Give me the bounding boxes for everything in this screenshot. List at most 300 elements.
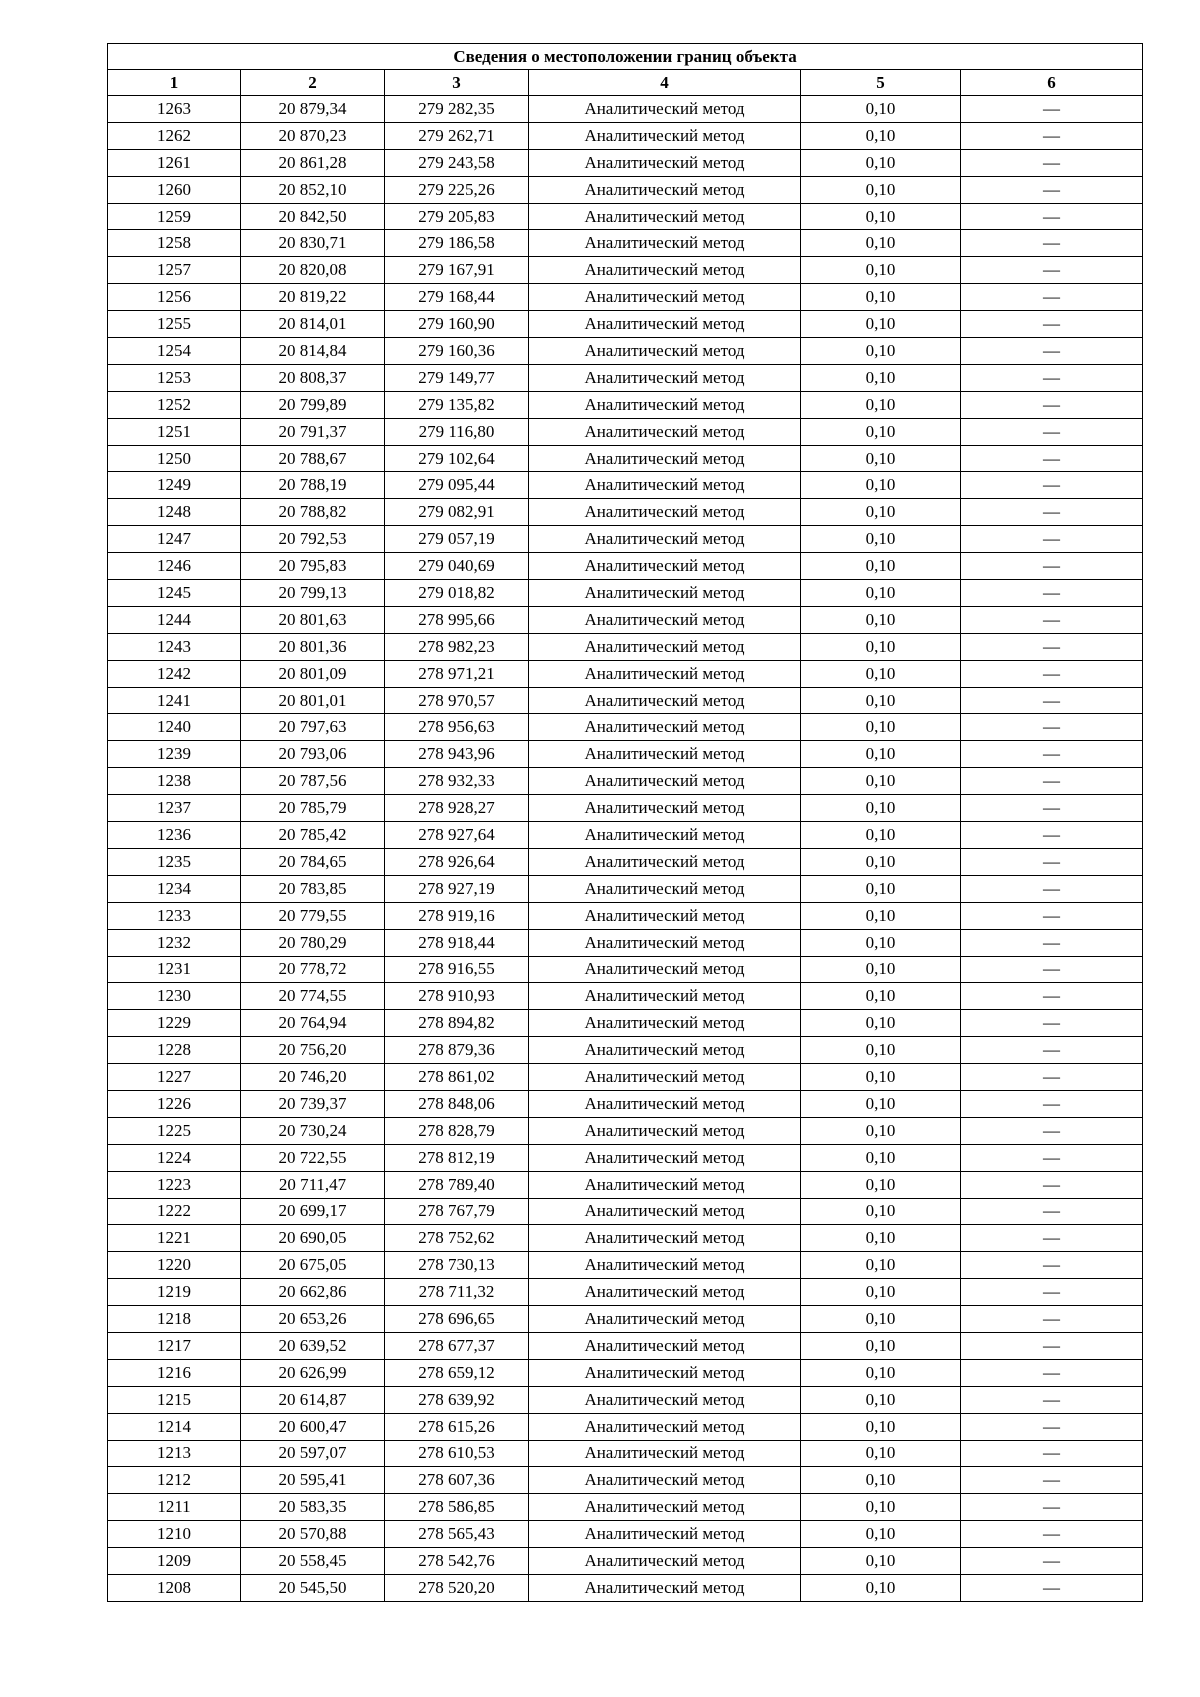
x-coordinate-cell: 20 788,67 — [241, 445, 385, 472]
table-row — [108, 580, 1143, 607]
accuracy-cell: 0,10 — [801, 1171, 961, 1198]
y-coordinate-cell: 278 677,37 — [385, 1332, 529, 1359]
accuracy-cell: 0,10 — [801, 1521, 961, 1548]
description-cell: — — [961, 822, 1143, 849]
x-coordinate-cell: 20 595,41 — [241, 1467, 385, 1494]
description-cell: — — [961, 795, 1143, 822]
y-coordinate-cell: 279 057,19 — [385, 526, 529, 553]
description-cell: — — [961, 1306, 1143, 1333]
x-coordinate-cell: 20 570,88 — [241, 1521, 385, 1548]
description-cell: — — [961, 956, 1143, 983]
description-cell: — — [961, 311, 1143, 338]
column-header-1: 1 — [108, 70, 241, 96]
point-number-cell: 1236 — [108, 822, 241, 849]
method-cell: Аналитический метод — [529, 1198, 801, 1225]
method-cell: Аналитический метод — [529, 1171, 801, 1198]
accuracy-cell: 0,10 — [801, 929, 961, 956]
x-coordinate-cell: 20 779,55 — [241, 902, 385, 929]
accuracy-cell: 0,10 — [801, 1359, 961, 1386]
accuracy-cell: 0,10 — [801, 875, 961, 902]
point-number-cell: 1210 — [108, 1521, 241, 1548]
table-row — [108, 768, 1143, 795]
y-coordinate-cell: 278 982,23 — [385, 633, 529, 660]
table-row — [108, 606, 1143, 633]
description-cell: — — [961, 580, 1143, 607]
y-coordinate-cell: 278 615,26 — [385, 1413, 529, 1440]
accuracy-cell: 0,10 — [801, 795, 961, 822]
description-cell: — — [961, 1010, 1143, 1037]
point-number-cell: 1212 — [108, 1467, 241, 1494]
description-cell: — — [961, 96, 1143, 123]
accuracy-cell: 0,10 — [801, 1225, 961, 1252]
description-cell: — — [961, 848, 1143, 875]
x-coordinate-cell: 20 842,50 — [241, 203, 385, 230]
method-cell: Аналитический метод — [529, 1279, 801, 1306]
method-cell: Аналитический метод — [529, 875, 801, 902]
table-row — [108, 1064, 1143, 1091]
x-coordinate-cell: 20 797,63 — [241, 714, 385, 741]
x-coordinate-cell: 20 788,82 — [241, 499, 385, 526]
table-row — [108, 553, 1143, 580]
method-cell: Аналитический метод — [529, 149, 801, 176]
description-cell: — — [961, 445, 1143, 472]
y-coordinate-cell: 278 828,79 — [385, 1117, 529, 1144]
table-row — [108, 391, 1143, 418]
method-cell: Аналитический метод — [529, 1064, 801, 1091]
point-number-cell: 1228 — [108, 1037, 241, 1064]
point-number-cell: 1253 — [108, 364, 241, 391]
x-coordinate-cell: 20 558,45 — [241, 1548, 385, 1575]
method-cell: Аналитический метод — [529, 1010, 801, 1037]
accuracy-cell: 0,10 — [801, 983, 961, 1010]
table-row — [108, 875, 1143, 902]
y-coordinate-cell: 279 135,82 — [385, 391, 529, 418]
accuracy-cell: 0,10 — [801, 822, 961, 849]
point-number-cell: 1251 — [108, 418, 241, 445]
point-number-cell: 1227 — [108, 1064, 241, 1091]
y-coordinate-cell: 278 879,36 — [385, 1037, 529, 1064]
table-row — [108, 687, 1143, 714]
point-number-cell: 1261 — [108, 149, 241, 176]
description-cell: — — [961, 768, 1143, 795]
y-coordinate-cell: 279 116,80 — [385, 418, 529, 445]
point-number-cell: 1220 — [108, 1252, 241, 1279]
accuracy-cell: 0,10 — [801, 580, 961, 607]
x-coordinate-cell: 20 639,52 — [241, 1332, 385, 1359]
point-number-cell: 1244 — [108, 606, 241, 633]
point-number-cell: 1237 — [108, 795, 241, 822]
y-coordinate-cell: 278 659,12 — [385, 1359, 529, 1386]
x-coordinate-cell: 20 756,20 — [241, 1037, 385, 1064]
table-row — [108, 714, 1143, 741]
method-cell: Аналитический метод — [529, 1332, 801, 1359]
x-coordinate-cell: 20 722,55 — [241, 1144, 385, 1171]
x-coordinate-cell: 20 799,13 — [241, 580, 385, 607]
accuracy-cell: 0,10 — [801, 364, 961, 391]
x-coordinate-cell: 20 879,34 — [241, 96, 385, 123]
accuracy-cell: 0,10 — [801, 1198, 961, 1225]
method-cell: Аналитический метод — [529, 122, 801, 149]
table-row — [108, 929, 1143, 956]
table-row — [108, 1386, 1143, 1413]
method-cell: Аналитический метод — [529, 1494, 801, 1521]
accuracy-cell: 0,10 — [801, 1413, 961, 1440]
method-cell: Аналитический метод — [529, 1117, 801, 1144]
description-cell: — — [961, 606, 1143, 633]
table-row — [108, 1548, 1143, 1575]
accuracy-cell: 0,10 — [801, 687, 961, 714]
description-cell: — — [961, 1467, 1143, 1494]
column-header-row — [108, 70, 1143, 96]
method-cell: Аналитический метод — [529, 311, 801, 338]
x-coordinate-cell: 20 711,47 — [241, 1171, 385, 1198]
point-number-cell: 1211 — [108, 1494, 241, 1521]
point-number-cell: 1217 — [108, 1332, 241, 1359]
method-cell: Аналитический метод — [529, 418, 801, 445]
y-coordinate-cell: 279 095,44 — [385, 472, 529, 499]
description-cell: — — [961, 1574, 1143, 1601]
table-row — [108, 230, 1143, 257]
method-cell: Аналитический метод — [529, 956, 801, 983]
description-cell: — — [961, 1144, 1143, 1171]
point-number-cell: 1222 — [108, 1198, 241, 1225]
table-row — [108, 795, 1143, 822]
description-cell: — — [961, 553, 1143, 580]
point-number-cell: 1241 — [108, 687, 241, 714]
x-coordinate-cell: 20 675,05 — [241, 1252, 385, 1279]
y-coordinate-cell: 279 262,71 — [385, 122, 529, 149]
x-coordinate-cell: 20 662,86 — [241, 1279, 385, 1306]
method-cell: Аналитический метод — [529, 553, 801, 580]
method-cell: Аналитический метод — [529, 714, 801, 741]
accuracy-cell: 0,10 — [801, 122, 961, 149]
accuracy-cell: 0,10 — [801, 445, 961, 472]
y-coordinate-cell: 278 730,13 — [385, 1252, 529, 1279]
accuracy-cell: 0,10 — [801, 526, 961, 553]
y-coordinate-cell: 278 520,20 — [385, 1574, 529, 1601]
accuracy-cell: 0,10 — [801, 1574, 961, 1601]
accuracy-cell: 0,10 — [801, 176, 961, 203]
accuracy-cell: 0,10 — [801, 391, 961, 418]
method-cell: Аналитический метод — [529, 983, 801, 1010]
table-row — [108, 1332, 1143, 1359]
accuracy-cell: 0,10 — [801, 1279, 961, 1306]
description-cell: — — [961, 1117, 1143, 1144]
accuracy-cell: 0,10 — [801, 1386, 961, 1413]
method-cell: Аналитический метод — [529, 96, 801, 123]
x-coordinate-cell: 20 787,56 — [241, 768, 385, 795]
x-coordinate-cell: 20 801,36 — [241, 633, 385, 660]
x-coordinate-cell: 20 830,71 — [241, 230, 385, 257]
description-cell: — — [961, 929, 1143, 956]
column-header-2: 2 — [241, 70, 385, 96]
description-cell: — — [961, 1279, 1143, 1306]
description-cell: — — [961, 499, 1143, 526]
y-coordinate-cell: 278 586,85 — [385, 1494, 529, 1521]
method-cell: Аналитический метод — [529, 902, 801, 929]
x-coordinate-cell: 20 785,42 — [241, 822, 385, 849]
title-row — [108, 44, 1143, 70]
description-cell: — — [961, 1037, 1143, 1064]
accuracy-cell: 0,10 — [801, 606, 961, 633]
y-coordinate-cell: 279 040,69 — [385, 553, 529, 580]
y-coordinate-cell: 278 789,40 — [385, 1171, 529, 1198]
point-number-cell: 1242 — [108, 660, 241, 687]
x-coordinate-cell: 20 852,10 — [241, 176, 385, 203]
accuracy-cell: 0,10 — [801, 1144, 961, 1171]
accuracy-cell: 0,10 — [801, 1332, 961, 1359]
method-cell: Аналитический метод — [529, 660, 801, 687]
point-number-cell: 1243 — [108, 633, 241, 660]
x-coordinate-cell: 20 739,37 — [241, 1090, 385, 1117]
description-cell: — — [961, 1198, 1143, 1225]
x-coordinate-cell: 20 626,99 — [241, 1359, 385, 1386]
method-cell: Аналитический метод — [529, 822, 801, 849]
y-coordinate-cell: 278 767,79 — [385, 1198, 529, 1225]
y-coordinate-cell: 279 160,90 — [385, 311, 529, 338]
description-cell: — — [961, 1090, 1143, 1117]
description-cell: — — [961, 1252, 1143, 1279]
description-cell: — — [961, 176, 1143, 203]
y-coordinate-cell: 278 812,19 — [385, 1144, 529, 1171]
x-coordinate-cell: 20 801,09 — [241, 660, 385, 687]
description-cell: — — [961, 1494, 1143, 1521]
description-cell: — — [961, 1413, 1143, 1440]
description-cell: — — [961, 122, 1143, 149]
accuracy-cell: 0,10 — [801, 1064, 961, 1091]
point-number-cell: 1216 — [108, 1359, 241, 1386]
x-coordinate-cell: 20 820,08 — [241, 257, 385, 284]
description-cell: — — [961, 1359, 1143, 1386]
point-number-cell: 1240 — [108, 714, 241, 741]
y-coordinate-cell: 278 943,96 — [385, 741, 529, 768]
table-row — [108, 822, 1143, 849]
method-cell: Аналитический метод — [529, 1306, 801, 1333]
point-number-cell: 1262 — [108, 122, 241, 149]
column-header-6: 6 — [961, 70, 1143, 96]
description-cell: — — [961, 1332, 1143, 1359]
table-row — [108, 176, 1143, 203]
y-coordinate-cell: 278 711,32 — [385, 1279, 529, 1306]
table-row — [108, 1117, 1143, 1144]
table-row — [108, 338, 1143, 365]
description-cell: — — [961, 257, 1143, 284]
accuracy-cell: 0,10 — [801, 284, 961, 311]
point-number-cell: 1224 — [108, 1144, 241, 1171]
description-cell: — — [961, 526, 1143, 553]
method-cell: Аналитический метод — [529, 1521, 801, 1548]
y-coordinate-cell: 278 607,36 — [385, 1467, 529, 1494]
table-row — [108, 1413, 1143, 1440]
table-row — [108, 364, 1143, 391]
description-cell: — — [961, 1440, 1143, 1467]
table-row — [108, 257, 1143, 284]
description-cell: — — [961, 714, 1143, 741]
description-cell: — — [961, 391, 1143, 418]
description-cell: — — [961, 1386, 1143, 1413]
x-coordinate-cell: 20 819,22 — [241, 284, 385, 311]
method-cell: Аналитический метод — [529, 284, 801, 311]
method-cell: Аналитический метод — [529, 1574, 801, 1601]
description-cell: — — [961, 633, 1143, 660]
method-cell: Аналитический метод — [529, 472, 801, 499]
table-title: Сведения о местоположении границ объекта — [108, 44, 1143, 70]
method-cell: Аналитический метод — [529, 230, 801, 257]
x-coordinate-cell: 20 783,85 — [241, 875, 385, 902]
method-cell: Аналитический метод — [529, 499, 801, 526]
table-row — [108, 284, 1143, 311]
table-body — [108, 96, 1143, 1602]
description-cell: — — [961, 902, 1143, 929]
y-coordinate-cell: 278 926,64 — [385, 848, 529, 875]
table-row — [108, 633, 1143, 660]
method-cell: Аналитический метод — [529, 203, 801, 230]
x-coordinate-cell: 20 653,26 — [241, 1306, 385, 1333]
x-coordinate-cell: 20 793,06 — [241, 741, 385, 768]
accuracy-cell: 0,10 — [801, 1090, 961, 1117]
point-number-cell: 1249 — [108, 472, 241, 499]
method-cell: Аналитический метод — [529, 257, 801, 284]
point-number-cell: 1258 — [108, 230, 241, 257]
y-coordinate-cell: 279 243,58 — [385, 149, 529, 176]
x-coordinate-cell: 20 545,50 — [241, 1574, 385, 1601]
accuracy-cell: 0,10 — [801, 768, 961, 795]
x-coordinate-cell: 20 861,28 — [241, 149, 385, 176]
method-cell: Аналитический метод — [529, 364, 801, 391]
y-coordinate-cell: 279 160,36 — [385, 338, 529, 365]
x-coordinate-cell: 20 774,55 — [241, 983, 385, 1010]
x-coordinate-cell: 20 583,35 — [241, 1494, 385, 1521]
accuracy-cell: 0,10 — [801, 1440, 961, 1467]
x-coordinate-cell: 20 801,01 — [241, 687, 385, 714]
accuracy-cell: 0,10 — [801, 1467, 961, 1494]
y-coordinate-cell: 278 970,57 — [385, 687, 529, 714]
column-header-5: 5 — [801, 70, 961, 96]
y-coordinate-cell: 279 102,64 — [385, 445, 529, 472]
y-coordinate-cell: 278 916,55 — [385, 956, 529, 983]
point-number-cell: 1208 — [108, 1574, 241, 1601]
accuracy-cell: 0,10 — [801, 1037, 961, 1064]
table-row — [108, 1574, 1143, 1601]
x-coordinate-cell: 20 746,20 — [241, 1064, 385, 1091]
accuracy-cell: 0,10 — [801, 96, 961, 123]
boundary-table — [107, 43, 1143, 1602]
y-coordinate-cell: 279 082,91 — [385, 499, 529, 526]
accuracy-cell: 0,10 — [801, 848, 961, 875]
x-coordinate-cell: 20 614,87 — [241, 1386, 385, 1413]
x-coordinate-cell: 20 788,19 — [241, 472, 385, 499]
description-cell: — — [961, 1548, 1143, 1575]
y-coordinate-cell: 278 927,19 — [385, 875, 529, 902]
method-cell: Аналитический метод — [529, 391, 801, 418]
table-row — [108, 848, 1143, 875]
point-number-cell: 1226 — [108, 1090, 241, 1117]
method-cell: Аналитический метод — [529, 929, 801, 956]
method-cell: Аналитический метод — [529, 1252, 801, 1279]
y-coordinate-cell: 278 894,82 — [385, 1010, 529, 1037]
method-cell: Аналитический метод — [529, 1548, 801, 1575]
table-row — [108, 1225, 1143, 1252]
accuracy-cell: 0,10 — [801, 714, 961, 741]
x-coordinate-cell: 20 690,05 — [241, 1225, 385, 1252]
y-coordinate-cell: 278 928,27 — [385, 795, 529, 822]
x-coordinate-cell: 20 778,72 — [241, 956, 385, 983]
point-number-cell: 1214 — [108, 1413, 241, 1440]
y-coordinate-cell: 278 995,66 — [385, 606, 529, 633]
x-coordinate-cell: 20 795,83 — [241, 553, 385, 580]
method-cell: Аналитический метод — [529, 1467, 801, 1494]
method-cell: Аналитический метод — [529, 768, 801, 795]
point-number-cell: 1219 — [108, 1279, 241, 1306]
point-number-cell: 1229 — [108, 1010, 241, 1037]
y-coordinate-cell: 278 542,76 — [385, 1548, 529, 1575]
x-coordinate-cell: 20 791,37 — [241, 418, 385, 445]
accuracy-cell: 0,10 — [801, 902, 961, 929]
table-row — [108, 122, 1143, 149]
point-number-cell: 1235 — [108, 848, 241, 875]
method-cell: Аналитический метод — [529, 526, 801, 553]
description-cell: — — [961, 364, 1143, 391]
y-coordinate-cell: 279 167,91 — [385, 257, 529, 284]
table-row — [108, 1440, 1143, 1467]
method-cell: Аналитический метод — [529, 580, 801, 607]
method-cell: Аналитический метод — [529, 1440, 801, 1467]
point-number-cell: 1232 — [108, 929, 241, 956]
table-row — [108, 983, 1143, 1010]
y-coordinate-cell: 278 919,16 — [385, 902, 529, 929]
accuracy-cell: 0,10 — [801, 203, 961, 230]
y-coordinate-cell: 279 282,35 — [385, 96, 529, 123]
accuracy-cell: 0,10 — [801, 1548, 961, 1575]
point-number-cell: 1218 — [108, 1306, 241, 1333]
description-cell: — — [961, 284, 1143, 311]
table-row — [108, 1279, 1143, 1306]
table-row — [108, 445, 1143, 472]
y-coordinate-cell: 278 927,64 — [385, 822, 529, 849]
description-cell: — — [961, 875, 1143, 902]
point-number-cell: 1231 — [108, 956, 241, 983]
x-coordinate-cell: 20 801,63 — [241, 606, 385, 633]
accuracy-cell: 0,10 — [801, 633, 961, 660]
description-cell: — — [961, 1225, 1143, 1252]
method-cell: Аналитический метод — [529, 1090, 801, 1117]
table-row — [108, 1144, 1143, 1171]
description-cell: — — [961, 983, 1143, 1010]
method-cell: Аналитический метод — [529, 1413, 801, 1440]
y-coordinate-cell: 278 910,93 — [385, 983, 529, 1010]
x-coordinate-cell: 20 814,84 — [241, 338, 385, 365]
point-number-cell: 1247 — [108, 526, 241, 553]
method-cell: Аналитический метод — [529, 848, 801, 875]
table-row — [108, 472, 1143, 499]
point-number-cell: 1209 — [108, 1548, 241, 1575]
x-coordinate-cell: 20 799,89 — [241, 391, 385, 418]
method-cell: Аналитический метод — [529, 1037, 801, 1064]
point-number-cell: 1252 — [108, 391, 241, 418]
method-cell: Аналитический метод — [529, 1144, 801, 1171]
point-number-cell: 1255 — [108, 311, 241, 338]
table-row — [108, 660, 1143, 687]
point-number-cell: 1257 — [108, 257, 241, 284]
table-row — [108, 956, 1143, 983]
y-coordinate-cell: 278 956,63 — [385, 714, 529, 741]
point-number-cell: 1234 — [108, 875, 241, 902]
accuracy-cell: 0,10 — [801, 1117, 961, 1144]
point-number-cell: 1239 — [108, 741, 241, 768]
point-number-cell: 1246 — [108, 553, 241, 580]
y-coordinate-cell: 279 225,26 — [385, 176, 529, 203]
point-number-cell: 1245 — [108, 580, 241, 607]
